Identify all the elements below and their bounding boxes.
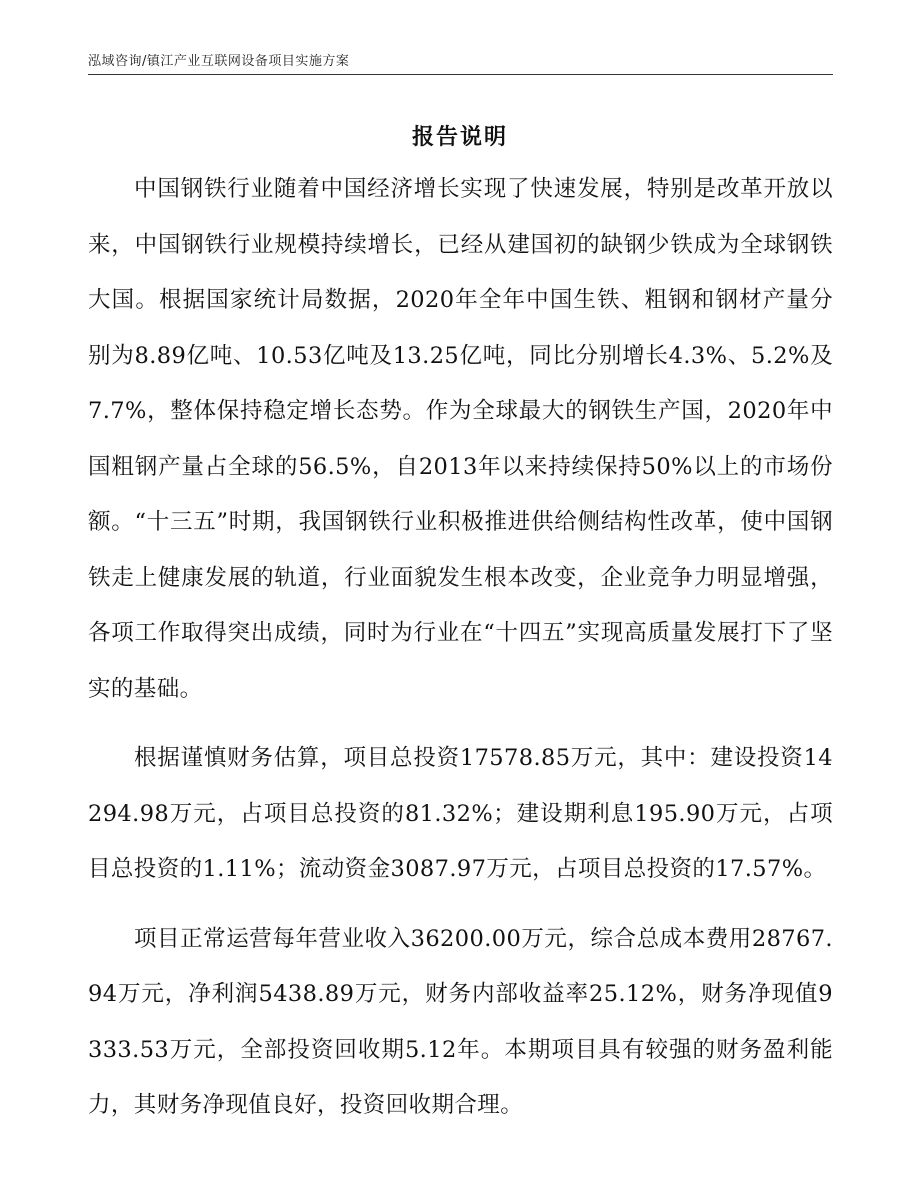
paragraph-investment-estimate: 根据谨慎财务估算，项目总投资17578.85万元，其中：建设投资14294.98万元，占项目总投资的81.32%；建设期利息195.90万元，占项目总投资的1.11%；流动资金3087.97万元，占项目总投资的17.57%。 xyxy=(88,745,833,882)
header-divider xyxy=(88,74,833,75)
running-header: 泓域咨询/镇江产业互联网设备项目实施方案 xyxy=(88,54,350,69)
document-body xyxy=(88,162,833,1148)
paragraph-industry-background: 中国钢铁行业随着中国经济增长实现了快速发展，特别是改革开放以来，中国钢铁行业规模持续增长，已经从建国初的缺钢少铁成为全球钢铁大国。根据国家统计局数据，2020年全年中国生铁、粗钢和钢材产量分别为8.89亿吨、10.53亿吨及13.25亿吨，同比分别增长4.3%、5.2%及7.7%，整体保持稳定增长态势。作为全球最大的钢铁生产国，2020年中国粗钢产量占全球的56.5%，自2013年以来持续保持50%以上的市场份额。“十三五”时期，我国钢铁行业积极推进供给侧结构性改革，使中国钢铁走上健康发展的轨道，行业面貌发生根本改变，企业竞争力明显增强，各项工作取得突出成绩，同时为行业在“十四五”实现高质量发展打下了坚实的基础。 xyxy=(88,176,833,702)
paragraph-financial-returns: 项目正常运营每年营业收入36200.00万元，综合总成本费用28767.94万元，净利润5438.89万元，财务内部收益率25.12%，财务净现值9333.53万元，全部投资回收期5.12年。本期项目具有较强的财务盈利能力，其财务净现值良好，投资回收期合理。 xyxy=(88,925,833,1118)
page-title: 报告说明 xyxy=(411,125,508,150)
